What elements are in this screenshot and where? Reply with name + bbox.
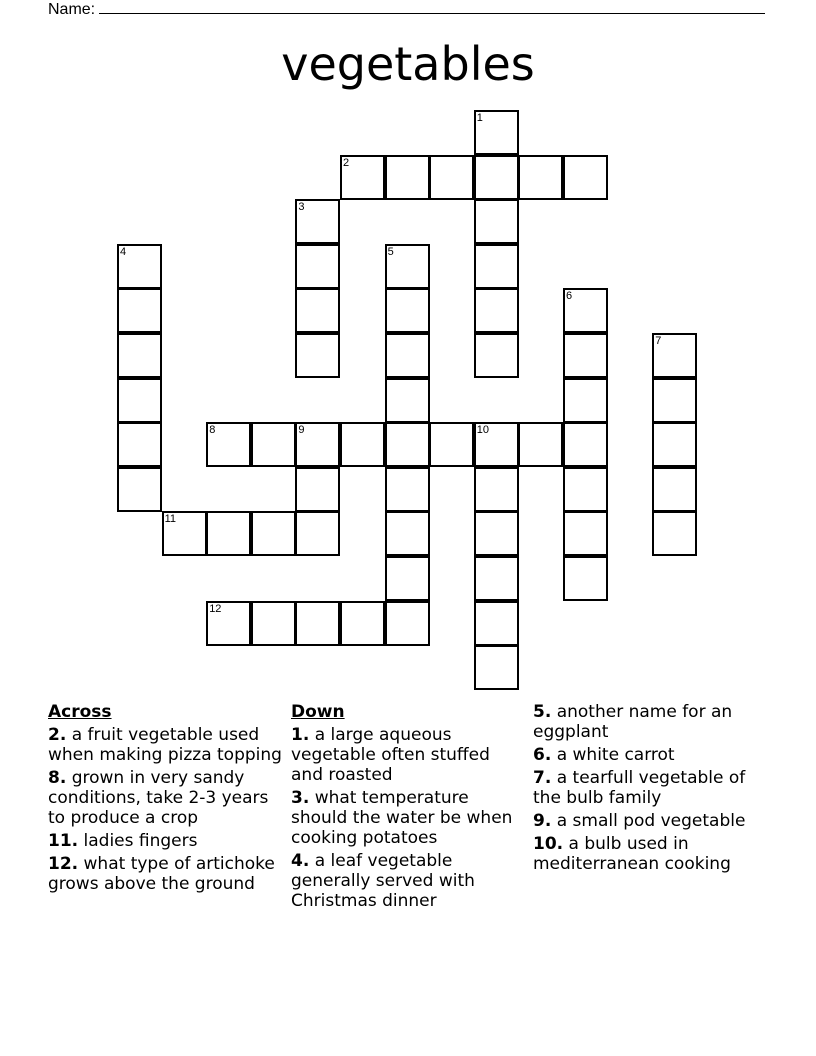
clue-number-label: 5. — [533, 702, 552, 722]
clue-text: a fruit vegetable used when making pizza topping — [48, 725, 282, 765]
clue-text: grown in very sandy conditions, take 2-3 years to produce a crop — [48, 768, 269, 828]
grid-cell[interactable] — [295, 244, 340, 289]
grid-cell[interactable] — [385, 422, 430, 467]
grid-cell[interactable] — [563, 288, 608, 333]
clue-item — [533, 834, 778, 874]
clue-number-label: 7. — [533, 768, 552, 788]
grid-cell[interactable] — [295, 511, 340, 556]
grid-cell[interactable] — [652, 333, 697, 378]
grid-cell[interactable] — [251, 422, 296, 467]
grid-cell[interactable] — [251, 511, 296, 556]
clue-text: what temperature should the water be when cooking potatoes — [291, 788, 513, 848]
clues-column-3 — [533, 702, 778, 877]
grid-cell[interactable] — [340, 601, 385, 646]
name-label: Name: — [48, 1, 96, 18]
grid-cell[interactable] — [518, 155, 563, 200]
clue-number: 3 — [298, 201, 305, 214]
clue-item — [48, 854, 283, 894]
clue-number: 1 — [476, 112, 483, 124]
clue-text: another name for an eggplant — [533, 702, 733, 742]
clue-item — [533, 745, 778, 765]
clues-column-2 — [291, 702, 521, 914]
clue-number-label: 10. — [533, 834, 564, 854]
grid-cell[interactable] — [206, 601, 251, 646]
clues-column-1 — [48, 702, 283, 897]
grid-cell[interactable] — [117, 288, 162, 333]
clue-item — [533, 768, 778, 808]
clue-text: a large aqueous vegetable often stuffed and roasted — [291, 725, 490, 785]
grid-cell[interactable] — [385, 155, 430, 200]
grid-cell[interactable] — [295, 288, 340, 333]
grid-cell[interactable] — [474, 645, 519, 690]
grid-cell[interactable] — [385, 378, 430, 423]
clue-number: 9 — [298, 424, 305, 437]
clue-number: 11 — [164, 513, 177, 526]
grid-cell[interactable] — [474, 199, 519, 244]
clue-number: 7 — [655, 335, 662, 347]
grid-cell[interactable] — [295, 601, 340, 646]
grid-cell[interactable] — [474, 155, 519, 200]
puzzle-title: vegetables — [281, 37, 535, 91]
grid-cell[interactable] — [117, 422, 162, 467]
grid-cell[interactable] — [474, 556, 519, 601]
clue-text: a white carrot — [551, 745, 675, 765]
across-heading: Across — [48, 702, 112, 722]
grid-cell[interactable] — [206, 511, 251, 556]
clue-text: what type of artichoke grows above the ground — [48, 854, 275, 894]
clue-text: a bulb used in mediterranean cooking — [533, 834, 731, 874]
clue-item — [291, 851, 521, 911]
grid-cell[interactable] — [474, 467, 519, 512]
grid-cell[interactable] — [563, 511, 608, 556]
grid-cell[interactable] — [429, 155, 474, 200]
grid-cell[interactable] — [652, 511, 697, 556]
grid-cell[interactable] — [474, 333, 519, 378]
grid-cell[interactable] — [162, 511, 207, 556]
clue-number: 2 — [343, 156, 350, 169]
grid-cell[interactable] — [117, 467, 162, 512]
clue-number-label: 6. — [533, 745, 552, 765]
grid-cell[interactable] — [295, 422, 340, 467]
grid-cell[interactable] — [563, 422, 608, 467]
clue-number: 8 — [209, 424, 216, 437]
clue-item — [291, 788, 521, 848]
down-heading: Down — [291, 702, 345, 722]
grid-cell[interactable] — [563, 333, 608, 378]
clue-item — [48, 725, 283, 765]
grid-cell[interactable] — [117, 378, 162, 423]
grid-cell[interactable] — [117, 244, 162, 289]
grid-cell[interactable] — [340, 422, 385, 467]
clue-text: a leaf vegetable generally served with Christmas dinner — [291, 851, 475, 911]
grid-cell[interactable] — [385, 333, 430, 378]
clue-number-label: 4. — [291, 851, 310, 871]
clue-item — [533, 702, 778, 742]
grid-cell[interactable] — [652, 422, 697, 467]
grid-cell[interactable] — [340, 155, 385, 200]
clue-text: a small pod vegetable — [551, 811, 746, 831]
grid-cell[interactable] — [385, 467, 430, 512]
clue-number: 12 — [209, 602, 222, 615]
grid-cell[interactable] — [652, 378, 697, 423]
grid-cell[interactable] — [563, 467, 608, 512]
clue-number-label: 11. — [48, 831, 79, 851]
grid-cell[interactable] — [385, 244, 430, 289]
grid-cell[interactable] — [563, 155, 608, 200]
clue-number-label: 1. — [291, 725, 310, 745]
clue-item — [48, 768, 283, 828]
clue-number-label: 9. — [533, 811, 552, 831]
clue-number-label: 2. — [48, 725, 67, 745]
grid-cell[interactable] — [385, 601, 430, 646]
grid-cell[interactable] — [563, 378, 608, 423]
grid-cell[interactable] — [474, 110, 519, 155]
grid-cell[interactable] — [117, 333, 162, 378]
grid-cell[interactable] — [563, 556, 608, 601]
grid-cell[interactable] — [429, 422, 474, 467]
grid-cell[interactable] — [474, 244, 519, 289]
clue-number-label: 12. — [48, 854, 79, 874]
clue-number: 5 — [387, 245, 394, 258]
grid-cell[interactable] — [518, 422, 563, 467]
grid-cell[interactable] — [474, 288, 519, 333]
clue-number-label: 8. — [48, 768, 67, 788]
clue-item — [533, 811, 778, 831]
grid-cell[interactable] — [295, 199, 340, 244]
clue-number: 6 — [566, 290, 573, 303]
grid-cell[interactable] — [385, 288, 430, 333]
clue-number: 4 — [120, 245, 127, 258]
grid-cell[interactable] — [251, 601, 296, 646]
clue-number-label: 3. — [291, 788, 310, 808]
clue-text: a tearfull vegetable of the bulb family — [533, 768, 746, 808]
grid-cell[interactable] — [295, 333, 340, 378]
grid-cell[interactable] — [474, 511, 519, 556]
grid-cell[interactable] — [474, 601, 519, 646]
grid-cell[interactable] — [206, 422, 251, 467]
grid-cell[interactable] — [385, 511, 430, 556]
grid-cell[interactable] — [295, 467, 340, 512]
clue-item — [48, 831, 283, 851]
grid-cell[interactable] — [385, 556, 430, 601]
clue-number: 10 — [476, 424, 490, 437]
clue-item — [291, 725, 521, 785]
grid-cell[interactable] — [474, 422, 519, 467]
grid-cell[interactable] — [652, 467, 697, 512]
clue-text: ladies fingers — [78, 831, 198, 851]
